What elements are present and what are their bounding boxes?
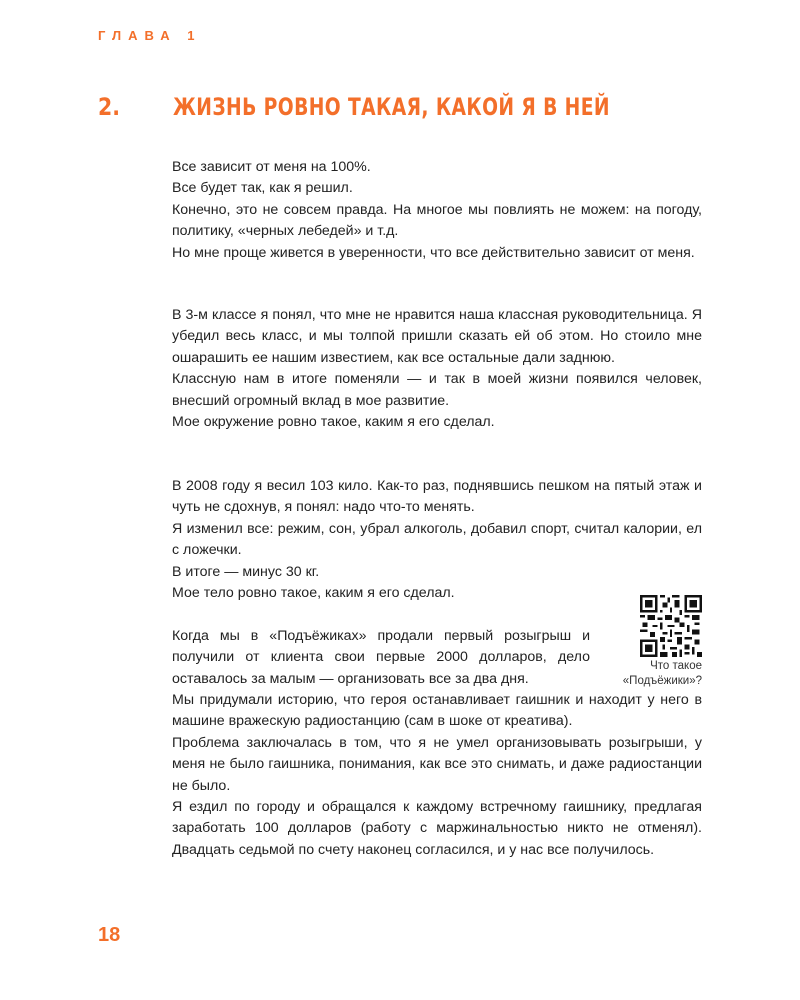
page-number: 18 [98,924,121,946]
paragraph-line: В итоге — минус 30 кг. [172,563,320,580]
paragraph-3 [172,476,702,604]
paragraph-line: Все зависит от меня на 100%. [172,159,371,175]
paragraph-line: Мое окружение ровно такое, каким я его сделал. [172,414,495,431]
section-number: 2. [98,93,120,121]
paragraph-line: В 2008 году я весил 103 кило. Как-то раз, поднявшись пешком на пятый этаж и чуть не сдохнув, я понял: надо что-то менять. [172,478,702,516]
paragraph-line: Все будет так, как я решил. [172,180,353,197]
paragraph-4 [172,690,702,861]
qr-code[interactable] [640,595,702,657]
paragraph-line: Я изменил все: режим, сон, убрал алкоголь, добавил спорт, считал калории, ел с ложечки. [172,520,702,559]
paragraph-line: Мы придумали историю, что героя останавливает гаишник и находит у него в машине вражескую радиостанцию (сам в шоке от креатива). [172,692,702,730]
paragraph-1 [172,157,702,264]
paragraph-line: Но мне проще живется в уверенности, что все действительно зависит от меня. [172,244,695,261]
paragraph-line: Мое тело ровно такое, каким я его сделал. [172,585,455,602]
paragraph-line: Конечно, это не совсем правда. На многое мы повлиять не можем: на погоду, политику, «черных лебедей» и т.д. [172,201,702,240]
paragraph-line: Проблема заключалась в том, что я не умел организовывать розыгрыши, у меня не было гаишника, понимания, как все это снимать, и даже радиостанции не было. [172,734,702,794]
paragraph-line: Классную нам в итоге поменяли — и так в моей жизни появился человек, внесший огромный вклад в мое развитие. [172,371,702,409]
chapter-label: ГЛАВА 1 [98,28,202,43]
paragraph-4-intro: Когда мы в «Подъёжиках» продали первый розыгрыш и получили от клиента свои первые 2000 долларов, дело оставалось за малым — организовать все за два дня. [172,628,590,687]
paragraph-line: В 3-м классе я понял, что мне не нравится наша классная руководительница. Я убедил весь класс, и мы толпой пришли сказать ей об этом. Но стоило мне ошарашить ее нашим известием, как все остальные дали заднюю. [172,307,702,366]
qr-caption: Что такое «Подъёжики»? [622,660,702,687]
paragraph-2 [172,305,702,433]
section-title: ЖИЗНЬ РОВНО ТАКАЯ, КАКОЙ Я В НЕЙ [173,93,610,121]
paragraph-line: Я ездил по городу и обращался к каждому встречному гаишнику, предлагая заработать 100 долларов (работу с маржинальностью никто не отменял). Двадцать седьмой по счету наконец согласился, и у нас все получилось. [172,799,702,858]
